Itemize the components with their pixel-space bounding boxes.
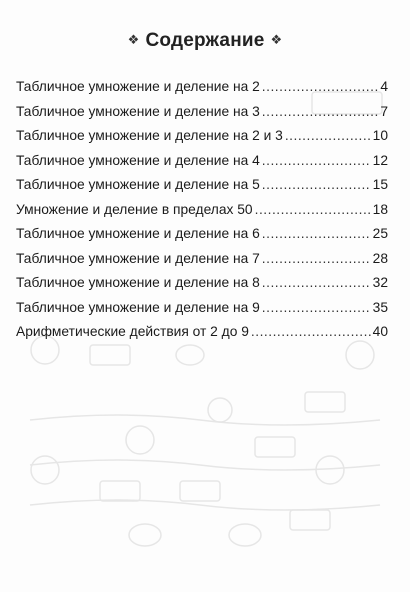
toc-entry-label: Табличное умножение и деление на 8: [16, 275, 260, 290]
toc-entry[interactable]: [16, 247, 388, 272]
toc-entry-label: Табличное умножение и деление на 7: [16, 250, 260, 266]
toc-entry-page: 35: [372, 299, 388, 315]
leader-dots: [262, 296, 371, 321]
toc-entry-page: 15: [372, 177, 388, 192]
leader-dots: [251, 320, 371, 345]
toc-entry-label: Табличное умножение и деление на 9: [16, 299, 260, 315]
leader-dots: [262, 247, 371, 272]
leader-dots: [255, 198, 371, 223]
toc-entry[interactable]: [16, 296, 388, 321]
toc-entry[interactable]: [16, 149, 388, 174]
toc-entry-label: Табличное умножение и деление на 3: [16, 103, 260, 119]
leader-dots: [285, 124, 371, 149]
toc-entry[interactable]: [16, 198, 388, 223]
diamond-ornament-icon: ❖: [127, 32, 140, 47]
diamond-ornament-icon: ❖: [270, 32, 283, 47]
toc-entry-label: Табличное умножение и деление на 2: [16, 79, 260, 94]
toc-entry-page: 40: [372, 324, 388, 339]
toc-entry-label: Умножение и деление в пределах 50: [16, 201, 253, 217]
toc-entry[interactable]: [16, 222, 388, 247]
toc-entry-page: 10: [372, 128, 388, 143]
toc-entry-label: Арифметические действия от 2 до 9: [16, 324, 249, 339]
toc-entry[interactable]: [16, 124, 388, 149]
toc-entry[interactable]: [16, 100, 388, 125]
toc-entry-page: 7: [380, 103, 388, 119]
toc-entry-page: 28: [372, 250, 388, 266]
leader-dots: [262, 271, 371, 296]
toc-entry-label: Табличное умножение и деление на 5: [16, 177, 260, 192]
toc-entry-page: 12: [372, 152, 388, 168]
leader-dots: [262, 75, 379, 100]
title-text: Содержание: [145, 30, 265, 51]
toc-entry-page: 4: [380, 79, 388, 94]
toc-entry-page: 18: [372, 201, 388, 217]
toc-entry-label: Табличное умножение и деление на 4: [16, 152, 260, 168]
toc-entry-page: 25: [372, 226, 388, 241]
page-title: [0, 30, 410, 52]
table-of-contents: [16, 75, 388, 345]
toc-entry-page: 32: [372, 275, 388, 290]
leader-dots: [262, 173, 371, 198]
leader-dots: [262, 222, 371, 247]
toc-entry[interactable]: [16, 173, 388, 198]
toc-entry[interactable]: [16, 75, 388, 100]
leader-dots: [262, 149, 371, 174]
toc-entry-label: Табличное умножение и деление на 6: [16, 226, 260, 241]
toc-entry[interactable]: [16, 320, 388, 345]
toc-entry[interactable]: [16, 271, 388, 296]
toc-entry-label: Табличное умножение и деление на 2 и 3: [16, 128, 283, 143]
leader-dots: [262, 100, 379, 125]
